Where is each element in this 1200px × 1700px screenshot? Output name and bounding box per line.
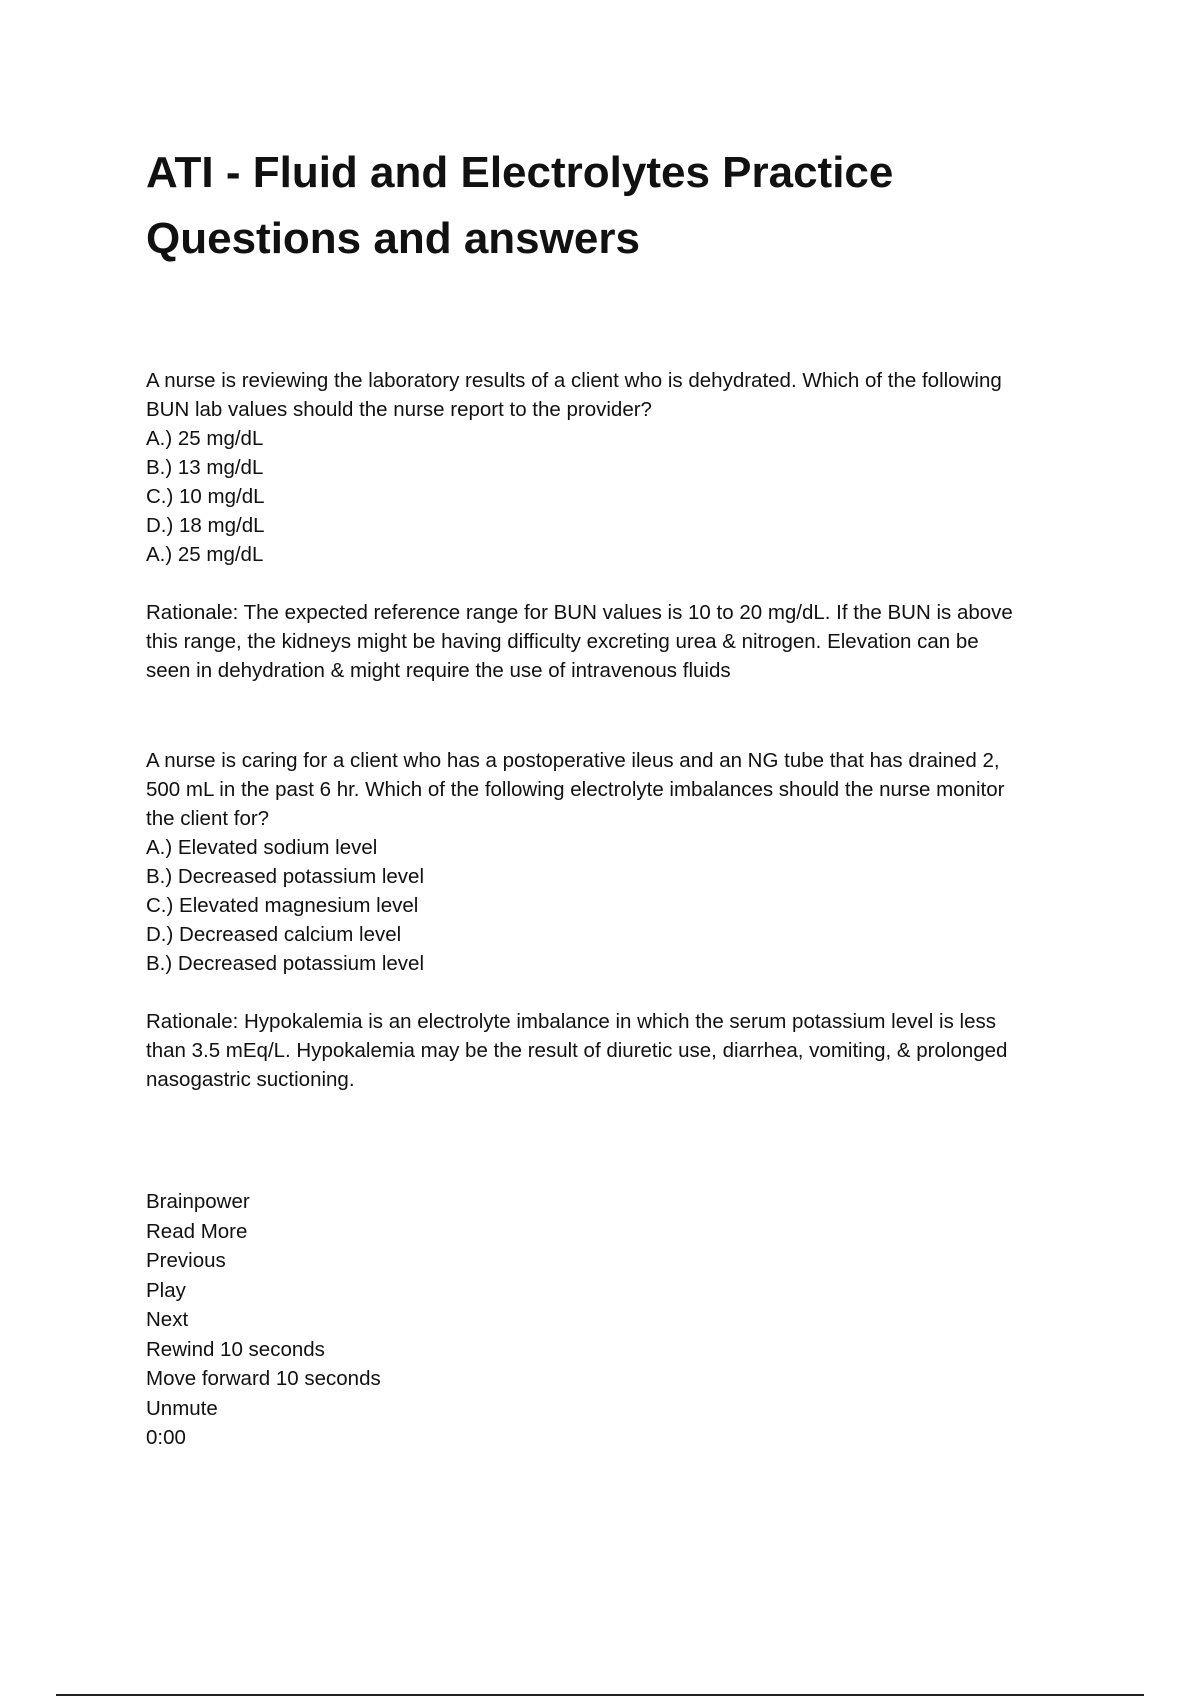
question-2-option-a: A.) Elevated sodium level — [146, 836, 378, 859]
play-button[interactable]: Play — [146, 1278, 186, 1302]
question-1-rationale — [146, 598, 1096, 685]
question-2-option-b: B.) Decreased potassium level — [146, 865, 425, 888]
page-title — [146, 140, 1096, 272]
media-player-text — [146, 1187, 381, 1453]
unmute-button[interactable]: Unmute — [146, 1396, 218, 1420]
question-1 — [146, 366, 1096, 685]
previous-button[interactable]: Previous — [146, 1249, 226, 1272]
question-1-prompt-line: BUN lab values should the nurse report to the provider? — [146, 398, 652, 421]
question-1-option-b: B.) 13 mg/dL — [146, 456, 264, 479]
question-1-option-a: A.) 25 mg/dL — [146, 427, 264, 450]
question-1-options — [146, 424, 1096, 540]
question-2-rationale — [146, 1007, 1096, 1094]
player-brand-label: Brainpower — [146, 1190, 250, 1213]
question-2-rationale-line: nasogastric suctioning. — [146, 1068, 355, 1091]
question-2-options — [146, 833, 1096, 949]
question-2-prompt-line: the client for? — [146, 807, 270, 830]
question-2-prompt — [146, 746, 1096, 833]
question-2-rationale-line: Rationale: Hypokalemia is an electrolyte imbalance in which the serum potassium level is less — [146, 1010, 996, 1033]
read-more-link[interactable]: Read More — [146, 1219, 248, 1243]
rewind-button[interactable]: Rewind 10 seconds — [146, 1337, 325, 1361]
question-2-option-d: D.) Decreased calcium level — [146, 923, 402, 946]
document-header — [146, 140, 1096, 272]
question-1-option-c: C.) 10 mg/dL — [146, 485, 265, 508]
question-2-answer: B.) Decreased potassium level — [146, 952, 425, 975]
forward-button[interactable]: Move forward 10 seconds — [146, 1367, 381, 1390]
question-2-option-c: C.) Elevated magnesium level — [146, 894, 419, 917]
question-2-prompt-line: A nurse is caring for a client who has a postoperative ileus and an NG tube that has drained 2, — [146, 749, 1000, 772]
page-divider — [56, 1694, 1144, 1696]
question-2-rationale-line: than 3.5 mEq/L. Hypokalemia may be the result of diuretic use, diarrhea, vomiting, & prolonged — [146, 1039, 1008, 1062]
question-1-option-d: D.) 18 mg/dL — [146, 514, 265, 537]
page-title-line-2: Questions and answers — [146, 214, 640, 263]
question-1-answer: A.) 25 mg/dL — [146, 543, 264, 566]
question-1-prompt-line: A nurse is reviewing the laboratory results of a client who is dehydrated. Which of the following — [146, 369, 1002, 392]
question-2-prompt-line: 500 mL in the past 6 hr. Which of the following electrolyte imbalances should the nurse monitor — [146, 778, 1005, 801]
page-title-line-1: ATI - Fluid and Electrolytes Practice — [146, 148, 894, 197]
question-2 — [146, 746, 1096, 1094]
question-1-rationale-line: this range, the kidneys might be having difficulty excreting urea & nitrogen. Elevation can be — [146, 630, 979, 653]
question-1-rationale-line: seen in dehydration & might require the use of intravenous fluids — [146, 659, 731, 682]
next-button[interactable]: Next — [146, 1308, 189, 1331]
current-time: 0:00 — [146, 1426, 186, 1449]
question-1-prompt — [146, 366, 1096, 424]
question-1-rationale-line: Rationale: The expected reference range for BUN values is 10 to 20 mg/dL. If the BUN is above — [146, 601, 1013, 624]
